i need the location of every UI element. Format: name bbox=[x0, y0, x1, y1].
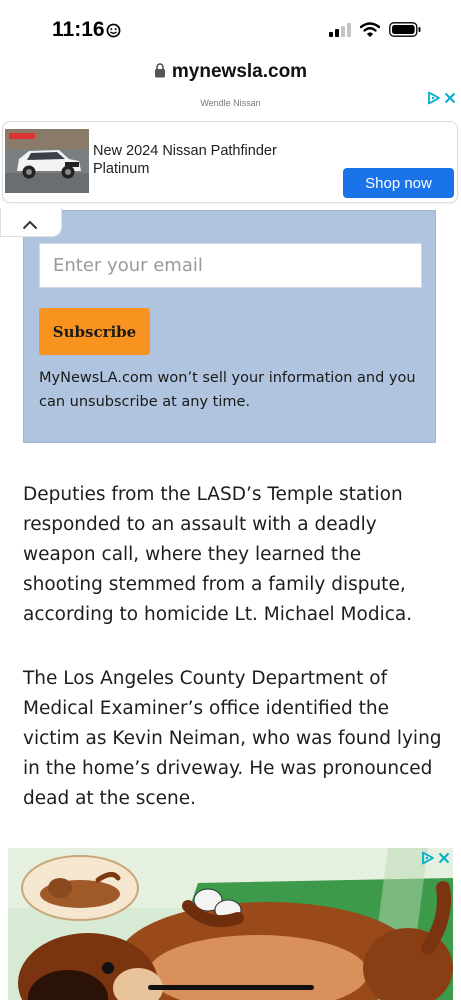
subscribe-button[interactable]: Subscribe bbox=[39, 308, 150, 355]
ad-collapse-button[interactable] bbox=[0, 208, 62, 237]
wifi-icon bbox=[360, 22, 380, 41]
newsletter-signup bbox=[23, 210, 436, 443]
url-text: mynewsla.com bbox=[171, 61, 308, 82]
article-paragraph: The Los Angeles County Department of Medical Examiner’s office identified the victim as Kevin Neiman, who was found lying in the home’s driveway. He was pronounced dead at the scene. bbox=[23, 668, 442, 809]
adchoices-icon[interactable] bbox=[421, 850, 435, 869]
home-indicator[interactable] bbox=[148, 985, 314, 990]
newsletter-disclaimer: MyNewsLA.com won’t sell your information and you can unsubscribe at any time. bbox=[39, 370, 416, 410]
status-time: 11:16 bbox=[52, 18, 105, 41]
address-bar[interactable] bbox=[0, 54, 461, 90]
close-icon[interactable] bbox=[443, 90, 457, 109]
article-paragraph: Deputies from the LASD’s Temple station responded to an assault with a deadly weapon call, where they learned the shooting stemmed from a family dispute, according to homicide Lt. Michael Modica. bbox=[23, 484, 413, 625]
smiley-icon bbox=[106, 23, 121, 42]
ad-title[interactable]: New 2024 Nissan Pathfinder Platinum bbox=[93, 143, 277, 177]
battery-icon bbox=[389, 22, 421, 41]
close-icon[interactable] bbox=[437, 850, 451, 869]
ad-card[interactable] bbox=[2, 121, 458, 203]
ad-dog-illustration[interactable] bbox=[8, 848, 453, 1000]
ad-advertiser: Wendle Nissan bbox=[200, 98, 261, 108]
email-input[interactable] bbox=[39, 243, 422, 288]
ad-banner-top[interactable] bbox=[0, 90, 461, 208]
ad-car-image[interactable] bbox=[5, 129, 89, 193]
chevron-up-icon bbox=[22, 215, 38, 234]
status-bar bbox=[0, 0, 461, 54]
adchoices-icon[interactable] bbox=[427, 90, 441, 109]
shop-now-button[interactable]: Shop now bbox=[343, 168, 454, 198]
ad-banner-bottom[interactable] bbox=[8, 848, 453, 1000]
signal-icon bbox=[329, 22, 351, 41]
lock-icon bbox=[154, 63, 166, 82]
